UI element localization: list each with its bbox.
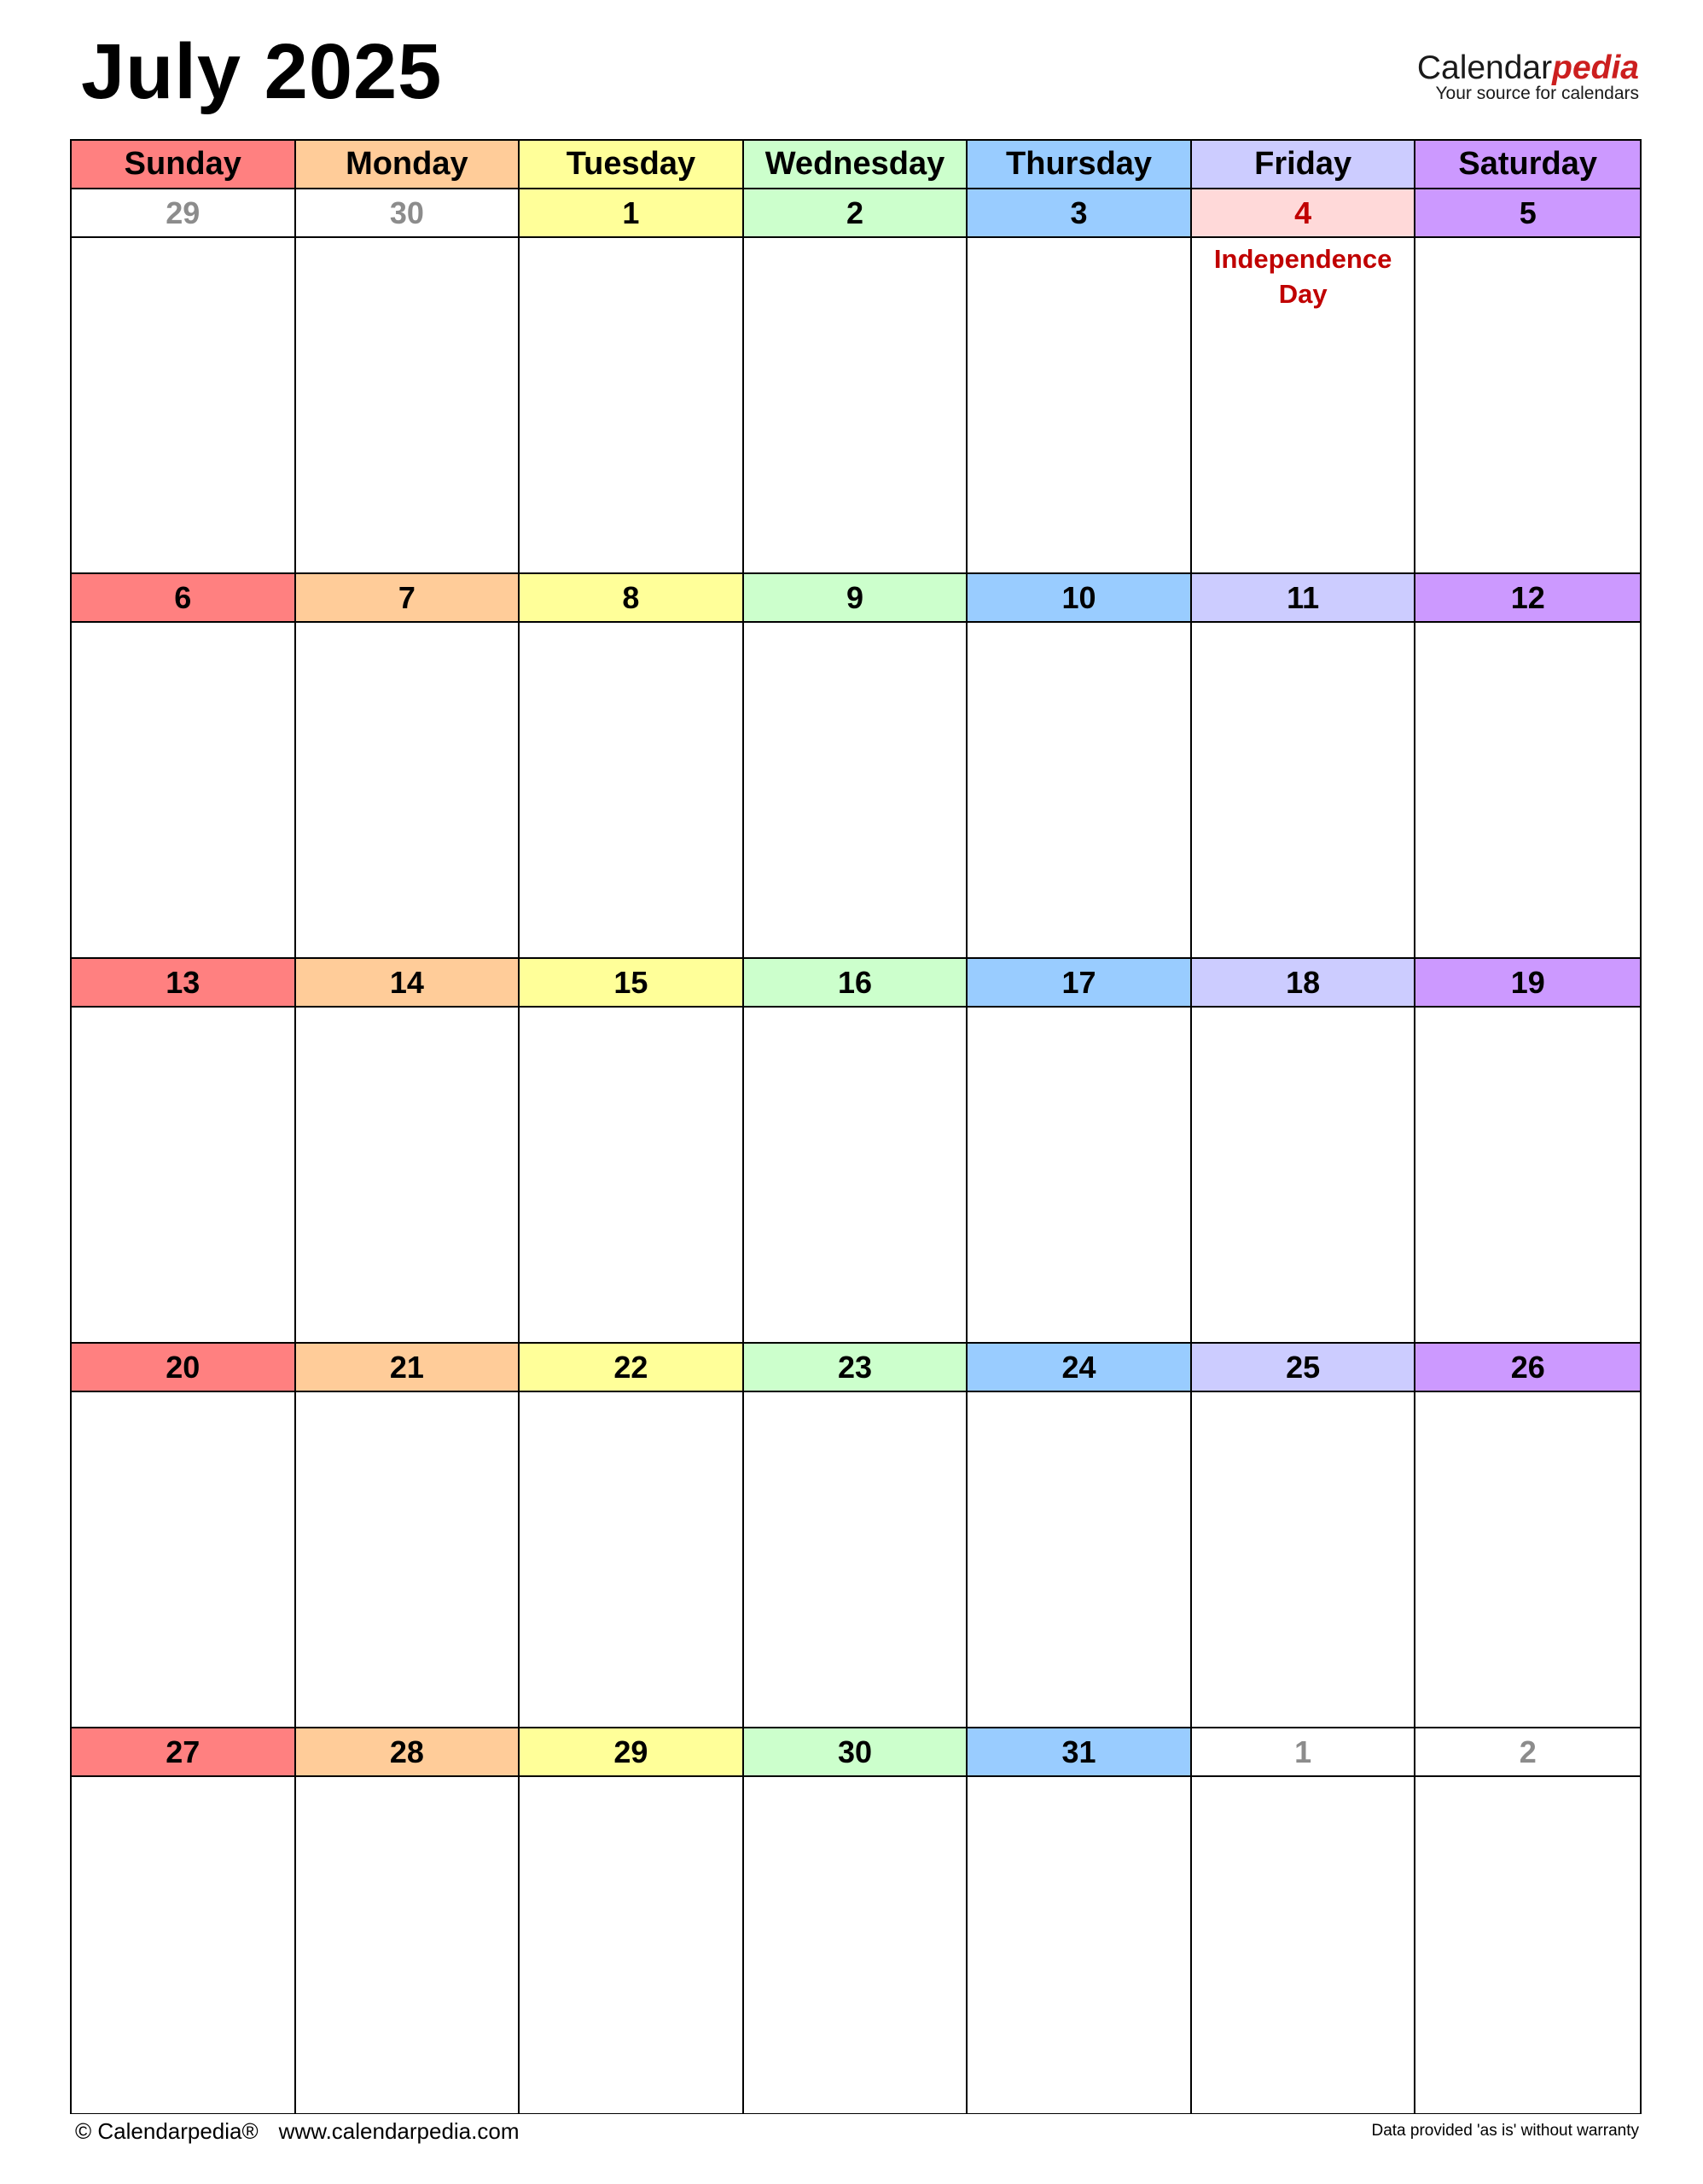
day-cell[interactable] [744, 1344, 968, 1728]
day-cell[interactable] [520, 574, 744, 959]
day-cell[interactable] [520, 1728, 744, 2113]
footer-copyright: © Calendarpedia® [75, 2118, 259, 2144]
day-cell[interactable] [72, 959, 296, 1344]
day-number: 1 [1192, 1728, 1415, 1777]
weekday-header-tuesday: Tuesday [520, 141, 744, 189]
day-cell[interactable] [744, 189, 968, 574]
day-number: 20 [72, 1344, 294, 1392]
day-cell[interactable] [968, 959, 1192, 1344]
brand-name-accent: pedia [1552, 49, 1639, 86]
brand-logo [1417, 51, 1639, 103]
day-number: 18 [1192, 959, 1415, 1008]
day-number: 21 [296, 1344, 519, 1392]
day-cell[interactable] [1192, 1344, 1416, 1728]
day-number: 6 [72, 574, 294, 623]
day-number: 12 [1415, 574, 1640, 623]
day-cell[interactable] [72, 574, 296, 959]
day-number: 7 [296, 574, 519, 623]
day-number: 4 [1192, 189, 1415, 238]
day-cell[interactable] [296, 574, 520, 959]
weekday-header-wednesday: Wednesday [744, 141, 968, 189]
day-cell[interactable] [72, 1344, 296, 1728]
day-cell[interactable] [968, 1344, 1192, 1728]
page-title: July 2025 [81, 28, 443, 115]
footer-url[interactable]: www.calendarpedia.com [278, 2118, 520, 2144]
day-number: 11 [1192, 574, 1415, 623]
day-cell[interactable] [1415, 959, 1640, 1344]
day-cell[interactable] [1192, 959, 1416, 1344]
day-number: 26 [1415, 1344, 1640, 1392]
day-number: 28 [296, 1728, 519, 1777]
footer-left [75, 2114, 519, 2148]
day-number: 29 [72, 189, 294, 238]
day-cell[interactable] [72, 189, 296, 574]
day-cell[interactable] [520, 959, 744, 1344]
brand-tagline: Your source for calendars [1435, 84, 1639, 103]
day-cell[interactable] [744, 1728, 968, 2113]
day-cell[interactable] [296, 1728, 520, 2113]
weekday-header-friday: Friday [1192, 141, 1416, 189]
day-cell[interactable] [520, 189, 744, 574]
day-cell[interactable] [1415, 574, 1640, 959]
day-cell[interactable] [1192, 1728, 1416, 2113]
day-cell[interactable] [1192, 189, 1416, 574]
day-cell[interactable] [296, 1344, 520, 1728]
day-number: 14 [296, 959, 519, 1008]
day-number: 24 [968, 1344, 1190, 1392]
day-number: 27 [72, 1728, 294, 1777]
day-number: 31 [968, 1728, 1190, 1777]
day-number: 30 [744, 1728, 967, 1777]
day-number: 19 [1415, 959, 1640, 1008]
holiday-label: Independence Day [1213, 244, 1392, 309]
day-number: 17 [968, 959, 1190, 1008]
day-cell[interactable] [968, 189, 1192, 574]
weekday-header-monday: Monday [296, 141, 520, 189]
footer-disclaimer: Data provided 'as is' without warranty [1371, 2122, 1639, 2140]
day-number: 13 [72, 959, 294, 1008]
day-cell[interactable] [1192, 574, 1416, 959]
day-number: 25 [1192, 1344, 1415, 1392]
day-number: 1 [520, 189, 742, 238]
month-calendar-grid [70, 139, 1642, 2114]
day-number: 2 [1415, 1728, 1640, 1777]
day-cell[interactable] [1415, 1344, 1640, 1728]
day-number: 2 [744, 189, 967, 238]
weekday-header-sunday: Sunday [72, 141, 296, 189]
weekday-header-thursday: Thursday [968, 141, 1192, 189]
weekday-header-saturday: Saturday [1415, 141, 1640, 189]
day-number: 16 [744, 959, 967, 1008]
day-cell[interactable] [1415, 189, 1640, 574]
day-cell[interactable] [968, 1728, 1192, 2113]
day-cell[interactable] [968, 574, 1192, 959]
brand-name [1417, 51, 1639, 84]
day-cell[interactable] [296, 189, 520, 574]
day-number: 10 [968, 574, 1190, 623]
day-number: 23 [744, 1344, 967, 1392]
day-cell[interactable] [1415, 1728, 1640, 2113]
day-number: 3 [968, 189, 1190, 238]
day-cell[interactable] [520, 1344, 744, 1728]
brand-name-prefix: Calendar [1416, 49, 1553, 86]
day-number: 29 [520, 1728, 742, 1777]
day-cell[interactable] [744, 959, 968, 1344]
day-number: 15 [520, 959, 742, 1008]
day-cell[interactable] [296, 959, 520, 1344]
day-number: 22 [520, 1344, 742, 1392]
day-number: 30 [296, 189, 519, 238]
day-cell[interactable] [744, 574, 968, 959]
day-number: 9 [744, 574, 967, 623]
day-number: 8 [520, 574, 742, 623]
day-cell[interactable] [72, 1728, 296, 2113]
day-number: 5 [1415, 189, 1640, 238]
